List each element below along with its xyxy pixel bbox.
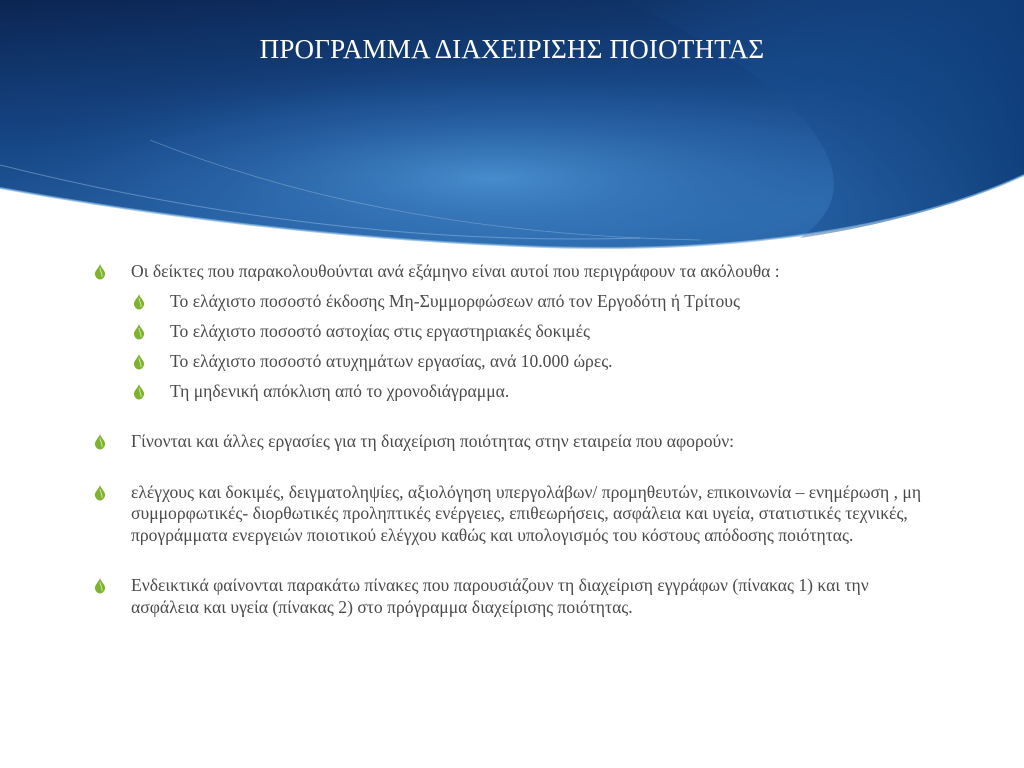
sub-bullet-text: Το ελάχιστο ποσοστό αστοχίας στις εργαστηριακές δοκιμές	[170, 320, 590, 341]
sub-bullet-item	[93, 321, 933, 343]
sub-bullet-item	[93, 381, 933, 403]
bullet-text: Ενδεικτικά φαίνονται παρακάτω πίνακες που παρουσιάζουν τη διαχείριση εγγράφων (πίνακας 1) και την ασφάλεια και υγεία (πίνακας 2) στο πρόγραμμα διαχείρισης ποιότητας.	[131, 575, 869, 617]
bullet-text: ελέγχους και δοκιμές, δειγματοληψίες, αξιολόγηση υπεργολάβων/ προμηθευτών, επικοινωνία – ενημέρωση , μη συμμορφωτικές- διορθωτικές προληπτικές ενέργειες, επιθεωρήσεις, ασφάλεια και υγεία, στατιστικές τεχνικές, προγράμματα ενεργειών ποιοτικού ελέγχου καθώς και υπολογισμός του κόστους απόδοσης ποιότητας.	[131, 481, 922, 545]
bullet-text: Γίνονται και άλλες εργασίες για τη διαχείριση ποιότητας στην εταιρεία που αφορούν:	[131, 431, 735, 451]
sub-bullet-text: Το ελάχιστο ποσοστό έκδοσης Μη-Συμμορφώσεων από τον Εργοδότη ή Τρίτους	[170, 290, 740, 311]
leaf-drop-icon	[133, 294, 145, 310]
leaf-drop-icon	[94, 434, 106, 450]
sub-bullet-text: Τη μηδενική απόκλιση από το χρονοδιάγραμμα.	[170, 380, 510, 401]
bullet-item	[93, 575, 933, 618]
leaf-drop-icon	[133, 354, 145, 370]
bullet-text: Οι δείκτες που παρακολουθούνται ανά εξάμηνο είναι αυτοί που περιγράφουν τα ακόλουθα :	[131, 261, 780, 281]
leaf-drop-icon	[94, 485, 106, 501]
leaf-drop-icon	[133, 384, 145, 400]
sub-bullet-item	[93, 291, 933, 313]
bullet-item	[93, 482, 933, 547]
sub-bullet-item	[93, 351, 933, 373]
slide-title: ΠΡΟΓΡΑΜΜΑ ΔΙΑΧΕΙΡΙΣΗΣ ΠΟΙΟΤΗΤΑΣ	[259, 34, 765, 64]
bullet-list	[93, 261, 933, 618]
leaf-drop-icon	[94, 578, 106, 594]
leaf-drop-icon	[94, 264, 106, 280]
bullet-item	[93, 261, 933, 283]
sub-bullet-text: Το ελάχιστο ποσοστό ατυχημάτων εργασίας, ανά 10.000 ώρες.	[170, 350, 613, 371]
bullet-item	[93, 431, 933, 453]
leaf-drop-icon	[133, 324, 145, 340]
